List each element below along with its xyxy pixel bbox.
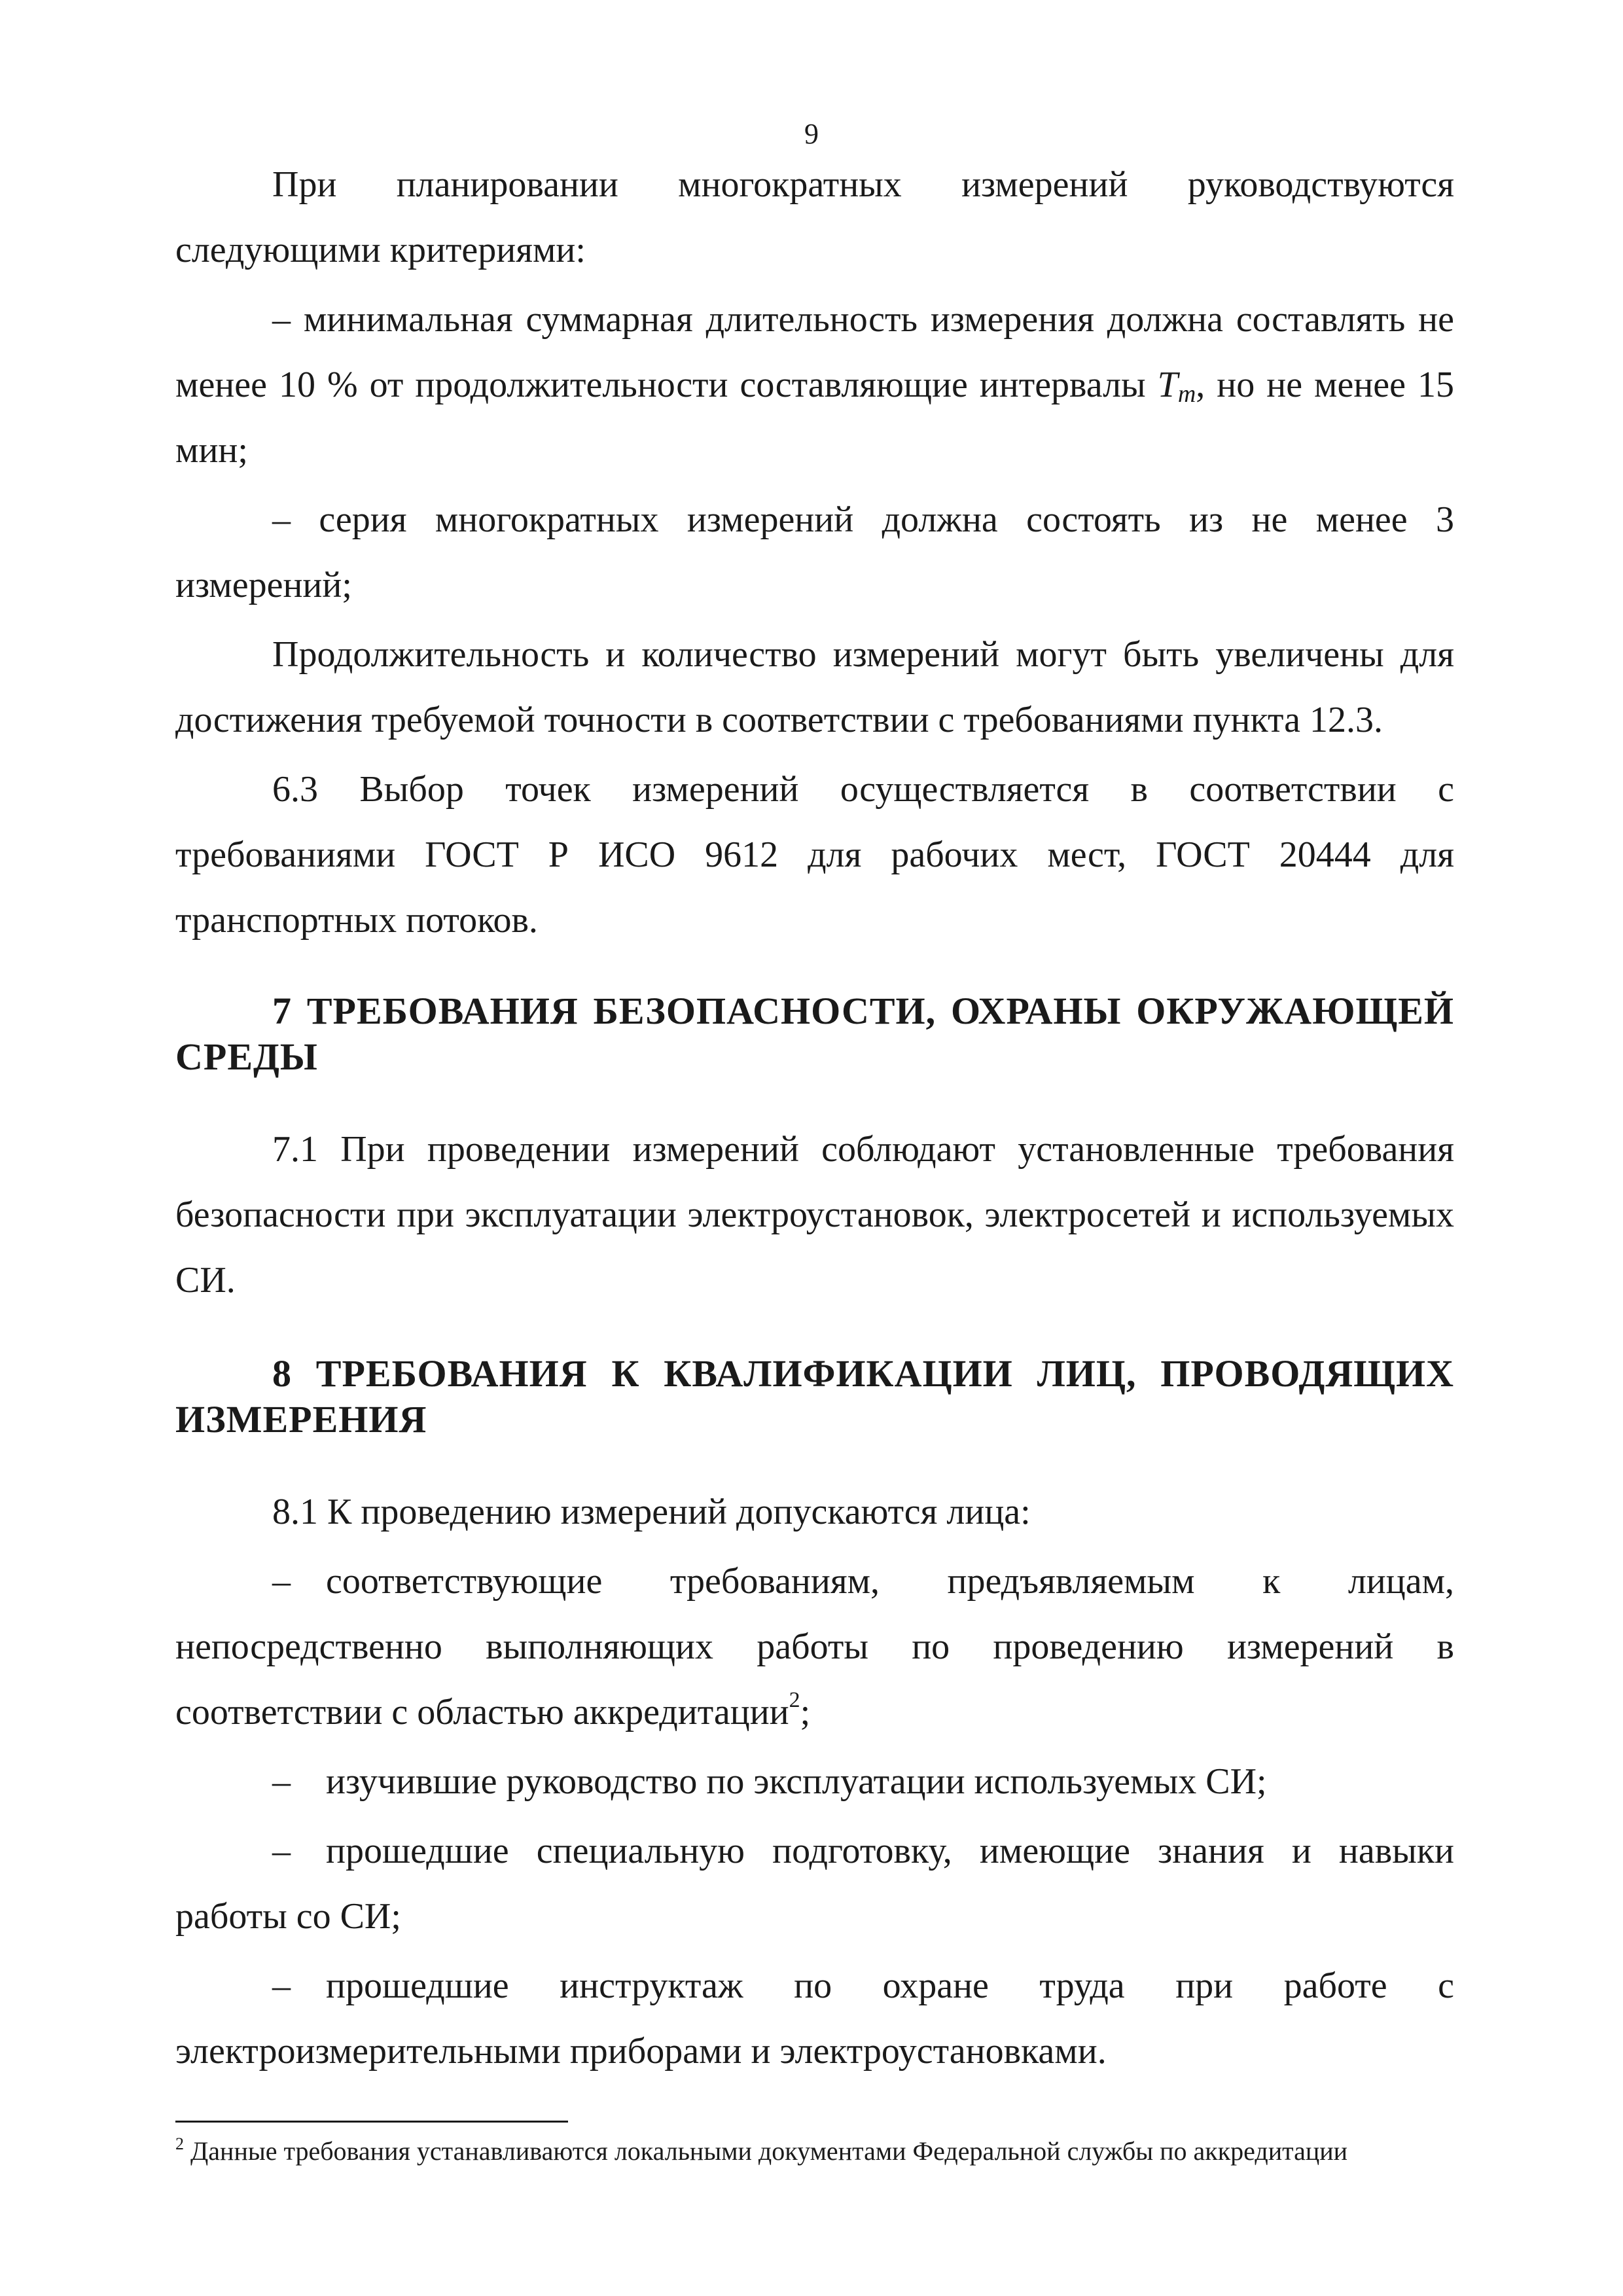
qualification-item-2-text: изучившие руководство по эксплуатации используемых СИ;	[326, 1761, 1267, 1802]
qualification-item-4-text: прошедшие инструктаж по охране труда при работе с электроизмерительными приборами и электроустановками.	[175, 1965, 1454, 2072]
list-dash: –	[272, 1561, 291, 1602]
qualification-item-1-tail: ;	[800, 1692, 811, 1732]
footnote-separator	[175, 2121, 568, 2123]
paragraph-6-3: 6.3 Выбор точек измерений осуществляется в соответствии с требованиями ГОСТ Р ИСО 9612 для рабочих мест, ГОСТ 20444 для транспортных потоков.	[175, 769, 1454, 941]
qualification-item-3	[175, 1818, 1454, 1949]
paragraph-7-1: 7.1 При проведении измерений соблюдают установленные требования безопасности при эксплуатации электроустановок, электросетей и используемых СИ.	[175, 1129, 1454, 1300]
paragraph-duration-increase: Продолжительность и количество измерений могут быть увеличены для достижения требуемой точности в соответствии с требованиями пункта 12.3.	[175, 634, 1454, 740]
criterion-duration	[175, 287, 1454, 483]
qualification-item-3-text: прошедшие специальную подготовку, имеющие знания и навыки работы со СИ;	[175, 1831, 1454, 1937]
qualification-item-2	[175, 1749, 1454, 1814]
footnote-text: Данные требования устанавливаются локальными документами Федеральной службы по аккредитации	[184, 2136, 1348, 2166]
list-dash: –	[272, 1761, 291, 1802]
list-dash: –	[272, 1965, 291, 2006]
page-number: 9	[804, 118, 819, 150]
footnote	[175, 2135, 1454, 2168]
footnote-marker: 2	[175, 2134, 184, 2153]
qualification-item-1-text: соответствующие требованиям, предъявляемым к лицам, непосредственно выполняющих работы по проведению измерений в соответствии с областью аккредитации	[175, 1561, 1454, 1732]
criterion-series: – серия многократных измерений должна состоять из не менее 3 измерений;	[175, 499, 1454, 605]
footnote-reference: 2	[789, 1688, 800, 1712]
section-7-heading: 7 ТРЕБОВАНИЯ БЕЗОПАСНОСТИ, ОХРАНЫ ОКРУЖАЮЩЕЙ СРЕДЫ	[175, 990, 1454, 1078]
paragraph-8-1: 8.1 К проведению измерений допускаются лица:	[272, 1492, 1031, 1532]
criterion-duration-tail: , но не менее 15 мин;	[175, 365, 1455, 471]
list-dash: –	[272, 1831, 291, 1871]
qualification-item-1	[175, 1549, 1454, 1745]
document-body	[175, 152, 1454, 2084]
qualification-item-4	[175, 1953, 1454, 2084]
symbol-T-subscript: m	[1177, 380, 1196, 408]
paragraph-criteria-intro: При планировании многократных измерений руководствуются следующими критериями:	[175, 164, 1454, 270]
criterion-duration-text: – минимальная суммарная длительность измерения должна составлять не менее 10 % от продолжительности составляющие интервалы	[175, 299, 1454, 405]
symbol-T: T	[1157, 365, 1178, 405]
section-8-heading: 8 ТРЕБОВАНИЯ К КВАЛИФИКАЦИИ ЛИЦ, ПРОВОДЯЩИХ ИЗМЕРЕНИЯ	[175, 1352, 1454, 1441]
